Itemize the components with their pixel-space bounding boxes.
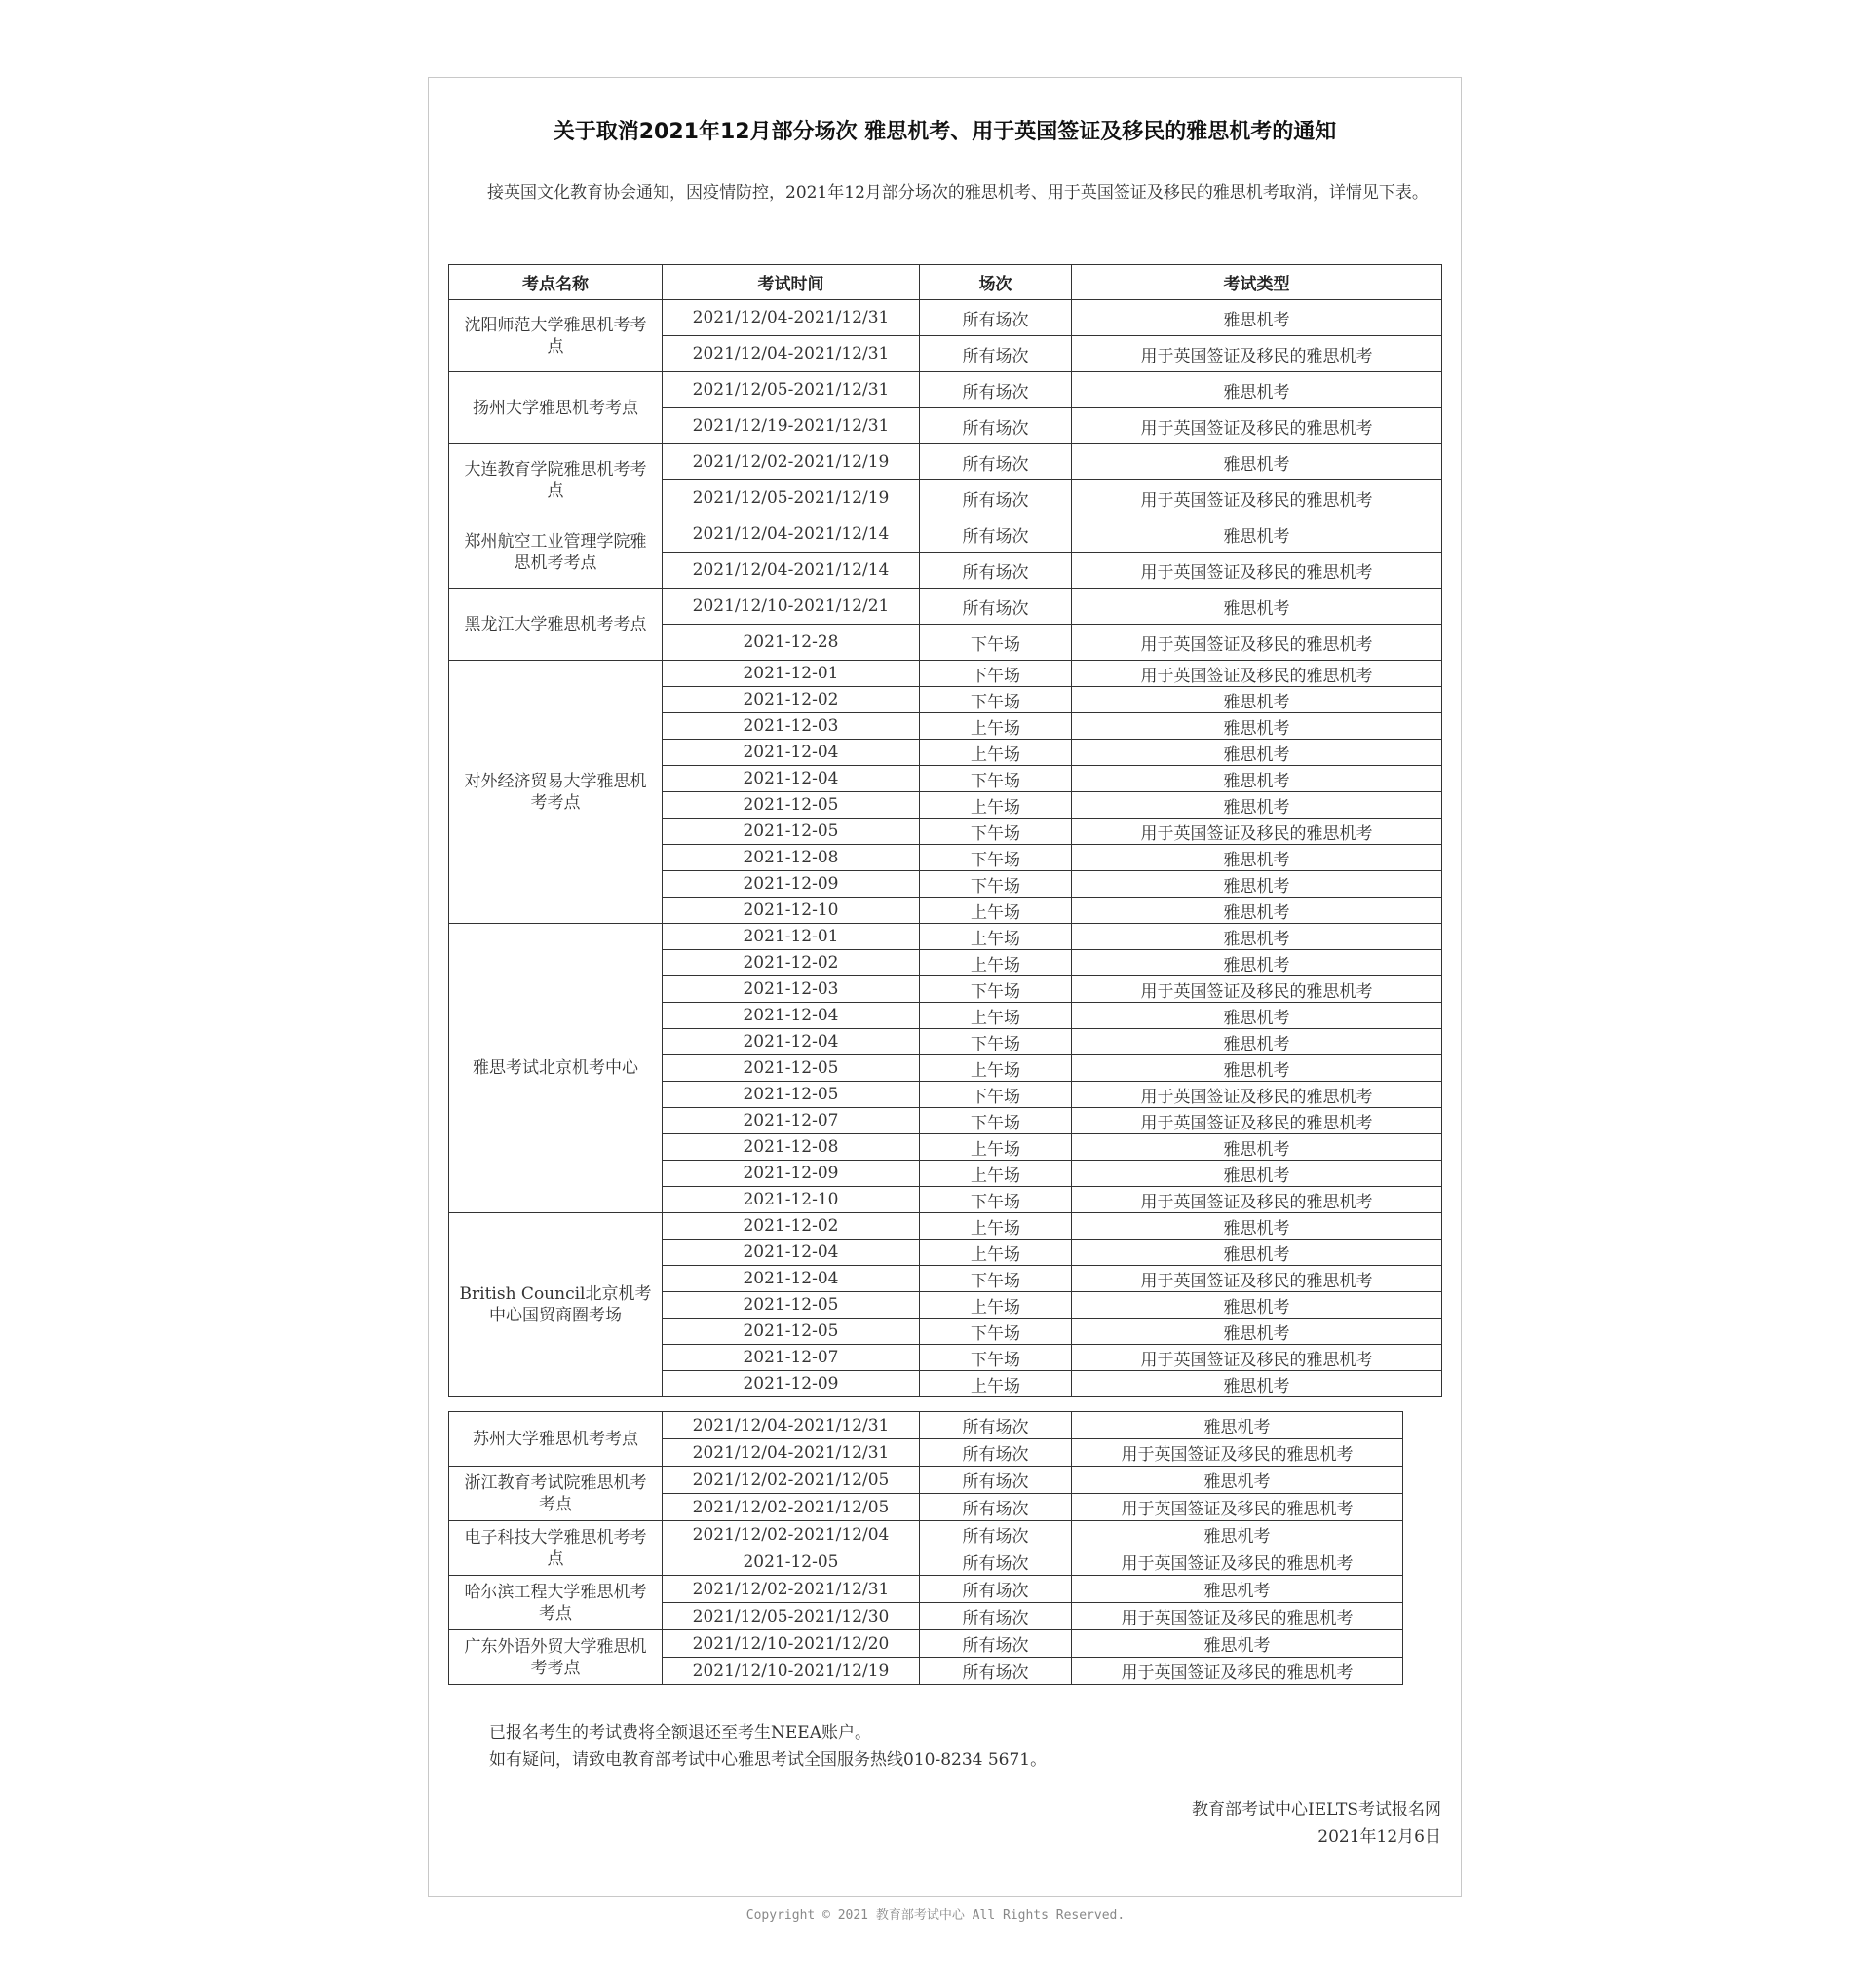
venue-name: 哈尔滨工程大学雅思机考考点 — [449, 1576, 663, 1630]
exam-type: 雅思机考 — [1072, 589, 1442, 625]
exam-type: 用于英国签证及移民的雅思机考 — [1072, 625, 1442, 661]
table-row — [449, 372, 1442, 408]
exam-date: 2021/12/05-2021/12/30 — [663, 1603, 920, 1630]
exam-type: 雅思机考 — [1072, 740, 1442, 766]
refund-note: 已报名考生的考试费将全额退还至考生NEEA账户。 — [489, 1723, 871, 1742]
exam-type: 用于英国签证及移民的雅思机考 — [1072, 1108, 1442, 1134]
table-row — [449, 1213, 1442, 1240]
exam-type: 雅思机考 — [1072, 516, 1442, 553]
exam-type: 用于英国签证及移民的雅思机考 — [1072, 976, 1442, 1003]
exam-date: 2021/12/02-2021/12/05 — [663, 1467, 920, 1494]
exam-session: 下午场 — [920, 766, 1072, 792]
exam-type: 雅思机考 — [1072, 898, 1442, 924]
exam-session: 上午场 — [920, 1055, 1072, 1082]
exam-session: 上午场 — [920, 1003, 1072, 1029]
exam-date: 2021/12/10-2021/12/20 — [663, 1630, 920, 1658]
signature-org: 教育部考试中心IELTS考试报名网 — [1191, 1800, 1441, 1819]
exam-type: 雅思机考 — [1072, 444, 1442, 480]
venue-name: 郑州航空工业管理学院雅思机考考点 — [449, 516, 663, 589]
exam-type: 雅思机考 — [1072, 845, 1442, 871]
venue-name: 浙江教育考试院雅思机考考点 — [449, 1467, 663, 1521]
exam-session: 下午场 — [920, 1029, 1072, 1055]
venue-name: 沈阳师范大学雅思机考考点 — [449, 300, 663, 372]
exam-session: 上午场 — [920, 1371, 1072, 1397]
exam-session: 所有场次 — [920, 589, 1072, 625]
exam-session: 上午场 — [920, 1292, 1072, 1319]
exam-date: 2021/12/02-2021/12/05 — [663, 1494, 920, 1521]
exam-date: 2021-12-10 — [663, 898, 920, 924]
exam-date: 2021/12/04-2021/12/31 — [663, 1412, 920, 1439]
notice-title: 关于取消2021年12月部分场次 雅思机考、用于英国签证及移民的雅思机考的通知 — [553, 120, 1337, 144]
exam-date: 2021/12/04-2021/12/31 — [663, 1439, 920, 1467]
exam-type: 雅思机考 — [1072, 300, 1442, 336]
exam-session: 上午场 — [920, 713, 1072, 740]
cancellation-table — [448, 264, 1442, 1397]
exam-session: 所有场次 — [920, 336, 1072, 372]
exam-type: 雅思机考 — [1072, 871, 1442, 898]
exam-session: 所有场次 — [920, 372, 1072, 408]
exam-date: 2021-12-01 — [663, 924, 920, 950]
exam-date: 2021-12-05 — [663, 1548, 920, 1576]
exam-session: 所有场次 — [920, 1412, 1072, 1439]
venue-name: British Council北京机考中心国贸商圈考场 — [449, 1213, 663, 1397]
exam-type: 雅思机考 — [1072, 924, 1442, 950]
exam-session: 所有场次 — [920, 1658, 1072, 1685]
exam-type: 用于英国签证及移民的雅思机考 — [1072, 1266, 1442, 1292]
exam-type: 用于英国签证及移民的雅思机考 — [1072, 336, 1442, 372]
exam-session: 下午场 — [920, 1345, 1072, 1371]
exam-session: 所有场次 — [920, 300, 1072, 336]
exam-session: 下午场 — [920, 687, 1072, 713]
exam-type: 雅思机考 — [1072, 1161, 1442, 1187]
exam-session: 所有场次 — [920, 1439, 1072, 1467]
exam-date: 2021/12/10-2021/12/19 — [663, 1658, 920, 1685]
exam-session: 所有场次 — [920, 1576, 1072, 1603]
table-row — [449, 1521, 1403, 1548]
exam-date: 2021-12-05 — [663, 1292, 920, 1319]
exam-date: 2021-12-05 — [663, 1055, 920, 1082]
exam-date: 2021/12/04-2021/12/31 — [663, 336, 920, 372]
exam-date: 2021/12/05-2021/12/31 — [663, 372, 920, 408]
exam-date: 2021/12/02-2021/12/19 — [663, 444, 920, 480]
exam-type: 用于英国签证及移民的雅思机考 — [1072, 1187, 1442, 1213]
exam-session: 下午场 — [920, 845, 1072, 871]
exam-session: 下午场 — [920, 661, 1072, 687]
exam-date: 2021-12-04 — [663, 1029, 920, 1055]
exam-type: 用于英国签证及移民的雅思机考 — [1072, 553, 1442, 589]
exam-date: 2021-12-04 — [663, 1266, 920, 1292]
exam-date: 2021-12-05 — [663, 1082, 920, 1108]
exam-date: 2021/12/02-2021/12/31 — [663, 1576, 920, 1603]
exam-session: 下午场 — [920, 1187, 1072, 1213]
exam-date: 2021-12-04 — [663, 766, 920, 792]
exam-type: 雅思机考 — [1072, 1029, 1442, 1055]
header-venue: 考点名称 — [449, 265, 663, 300]
table-row — [449, 444, 1442, 480]
exam-date: 2021-12-09 — [663, 1371, 920, 1397]
exam-date: 2021-12-05 — [663, 819, 920, 845]
exam-date: 2021-12-02 — [663, 950, 920, 976]
exam-date: 2021-12-08 — [663, 845, 920, 871]
exam-type: 用于英国签证及移民的雅思机考 — [1072, 1494, 1403, 1521]
exam-type: 用于英国签证及移民的雅思机考 — [1072, 661, 1442, 687]
exam-type: 雅思机考 — [1072, 1467, 1403, 1494]
exam-session: 所有场次 — [920, 408, 1072, 444]
exam-type: 雅思机考 — [1072, 1213, 1442, 1240]
exam-session: 上午场 — [920, 740, 1072, 766]
exam-type: 雅思机考 — [1072, 713, 1442, 740]
exam-date: 2021-12-05 — [663, 792, 920, 819]
exam-type: 雅思机考 — [1072, 950, 1442, 976]
exam-session: 所有场次 — [920, 1548, 1072, 1576]
table-row — [449, 661, 1442, 687]
exam-session: 下午场 — [920, 1082, 1072, 1108]
exam-type: 雅思机考 — [1072, 1521, 1403, 1548]
exam-date: 2021/12/04-2021/12/31 — [663, 300, 920, 336]
exam-date: 2021/12/10-2021/12/21 — [663, 589, 920, 625]
exam-type: 雅思机考 — [1072, 792, 1442, 819]
table-row — [449, 1467, 1403, 1494]
exam-session: 所有场次 — [920, 1603, 1072, 1630]
exam-type: 雅思机考 — [1072, 1055, 1442, 1082]
exam-session: 所有场次 — [920, 553, 1072, 589]
exam-type: 用于英国签证及移民的雅思机考 — [1072, 1439, 1403, 1467]
intro-paragraph: 接英国文化教育协会通知，因疫情防控，2021年12月部分场次的雅思机考、用于英国签证及移民的雅思机考取消，详情见下表。 — [487, 183, 1429, 203]
venue-name: 雅思考试北京机考中心 — [449, 924, 663, 1213]
exam-date: 2021-12-02 — [663, 687, 920, 713]
exam-date: 2021-12-07 — [663, 1108, 920, 1134]
exam-type: 雅思机考 — [1072, 1134, 1442, 1161]
table-header-row — [449, 265, 1442, 300]
exam-date: 2021-12-07 — [663, 1345, 920, 1371]
exam-session: 下午场 — [920, 625, 1072, 661]
exam-date: 2021-12-05 — [663, 1319, 920, 1345]
exam-type: 雅思机考 — [1072, 1412, 1403, 1439]
exam-date: 2021-12-28 — [663, 625, 920, 661]
venue-name: 电子科技大学雅思机考考点 — [449, 1521, 663, 1576]
exam-type: 雅思机考 — [1072, 1576, 1403, 1603]
exam-session: 下午场 — [920, 976, 1072, 1003]
exam-type: 雅思机考 — [1072, 1240, 1442, 1266]
table-row — [449, 300, 1442, 336]
exam-session: 下午场 — [920, 1108, 1072, 1134]
exam-type: 雅思机考 — [1072, 687, 1442, 713]
exam-session: 下午场 — [920, 1266, 1072, 1292]
exam-session: 上午场 — [920, 1134, 1072, 1161]
exam-session: 上午场 — [920, 950, 1072, 976]
exam-date: 2021-12-02 — [663, 1213, 920, 1240]
exam-date: 2021-12-04 — [663, 1240, 920, 1266]
exam-date: 2021-12-01 — [663, 661, 920, 687]
exam-date: 2021/12/02-2021/12/04 — [663, 1521, 920, 1548]
exam-date: 2021/12/04-2021/12/14 — [663, 516, 920, 553]
venue-name: 黑龙江大学雅思机考考点 — [449, 589, 663, 661]
exam-type: 用于英国签证及移民的雅思机考 — [1072, 1345, 1442, 1371]
exam-date: 2021/12/04-2021/12/14 — [663, 553, 920, 589]
exam-type: 雅思机考 — [1072, 1371, 1442, 1397]
header-type: 考试类型 — [1072, 265, 1442, 300]
exam-session: 上午场 — [920, 1161, 1072, 1187]
exam-session: 上午场 — [920, 1240, 1072, 1266]
exam-type: 雅思机考 — [1072, 766, 1442, 792]
exam-date: 2021-12-03 — [663, 976, 920, 1003]
exam-session: 上午场 — [920, 898, 1072, 924]
exam-type: 雅思机考 — [1072, 1630, 1403, 1658]
exam-date: 2021/12/19-2021/12/31 — [663, 408, 920, 444]
venue-name: 大连教育学院雅思机考考点 — [449, 444, 663, 516]
table-row — [449, 589, 1442, 625]
venue-name: 苏州大学雅思机考考点 — [449, 1412, 663, 1467]
exam-date: 2021-12-03 — [663, 713, 920, 740]
venue-name: 扬州大学雅思机考考点 — [449, 372, 663, 444]
exam-session: 下午场 — [920, 819, 1072, 845]
exam-type: 雅思机考 — [1072, 1292, 1442, 1319]
table-row — [449, 924, 1442, 950]
exam-session: 所有场次 — [920, 480, 1072, 516]
exam-type: 雅思机考 — [1072, 1319, 1442, 1345]
exam-date: 2021-12-09 — [663, 1161, 920, 1187]
exam-session: 下午场 — [920, 1319, 1072, 1345]
exam-session: 所有场次 — [920, 516, 1072, 553]
exam-session: 所有场次 — [920, 1467, 1072, 1494]
exam-type: 用于英国签证及移民的雅思机考 — [1072, 408, 1442, 444]
copyright: Copyright © 2021 教育部考试中心 All Rights Reserved. — [745, 1908, 1126, 1923]
hotline-note: 如有疑问，请致电教育部考试中心雅思考试全国服务热线010-8234 5671。 — [489, 1750, 1048, 1770]
exam-type: 雅思机考 — [1072, 1003, 1442, 1029]
exam-type: 用于英国签证及移民的雅思机考 — [1072, 819, 1442, 845]
table-row — [449, 1630, 1403, 1658]
exam-session: 上午场 — [920, 924, 1072, 950]
exam-session: 上午场 — [920, 1213, 1072, 1240]
exam-date: 2021-12-10 — [663, 1187, 920, 1213]
notice-panel — [428, 77, 1462, 1897]
table-row — [449, 1576, 1403, 1603]
table-row — [449, 516, 1442, 553]
exam-session: 下午场 — [920, 871, 1072, 898]
exam-session: 所有场次 — [920, 1494, 1072, 1521]
exam-date: 2021-12-08 — [663, 1134, 920, 1161]
exam-type: 用于英国签证及移民的雅思机考 — [1072, 1548, 1403, 1576]
exam-session: 所有场次 — [920, 1630, 1072, 1658]
exam-type: 用于英国签证及移民的雅思机考 — [1072, 1603, 1403, 1630]
signature-date: 2021年12月6日 — [1317, 1827, 1441, 1847]
exam-session: 上午场 — [920, 792, 1072, 819]
table-row — [449, 1412, 1403, 1439]
exam-session: 所有场次 — [920, 1521, 1072, 1548]
exam-date: 2021-12-04 — [663, 1003, 920, 1029]
exam-date: 2021/12/05-2021/12/19 — [663, 480, 920, 516]
exam-type: 雅思机考 — [1072, 372, 1442, 408]
exam-type: 用于英国签证及移民的雅思机考 — [1072, 1082, 1442, 1108]
exam-session: 所有场次 — [920, 444, 1072, 480]
cancellation-table-continued — [448, 1411, 1403, 1685]
venue-name: 广东外语外贸大学雅思机考考点 — [449, 1630, 663, 1685]
header-time: 考试时间 — [663, 265, 920, 300]
header-session: 场次 — [920, 265, 1072, 300]
exam-type: 用于英国签证及移民的雅思机考 — [1072, 1658, 1403, 1685]
venue-name: 对外经济贸易大学雅思机考考点 — [449, 661, 663, 924]
exam-type: 用于英国签证及移民的雅思机考 — [1072, 480, 1442, 516]
exam-date: 2021-12-04 — [663, 740, 920, 766]
exam-date: 2021-12-09 — [663, 871, 920, 898]
